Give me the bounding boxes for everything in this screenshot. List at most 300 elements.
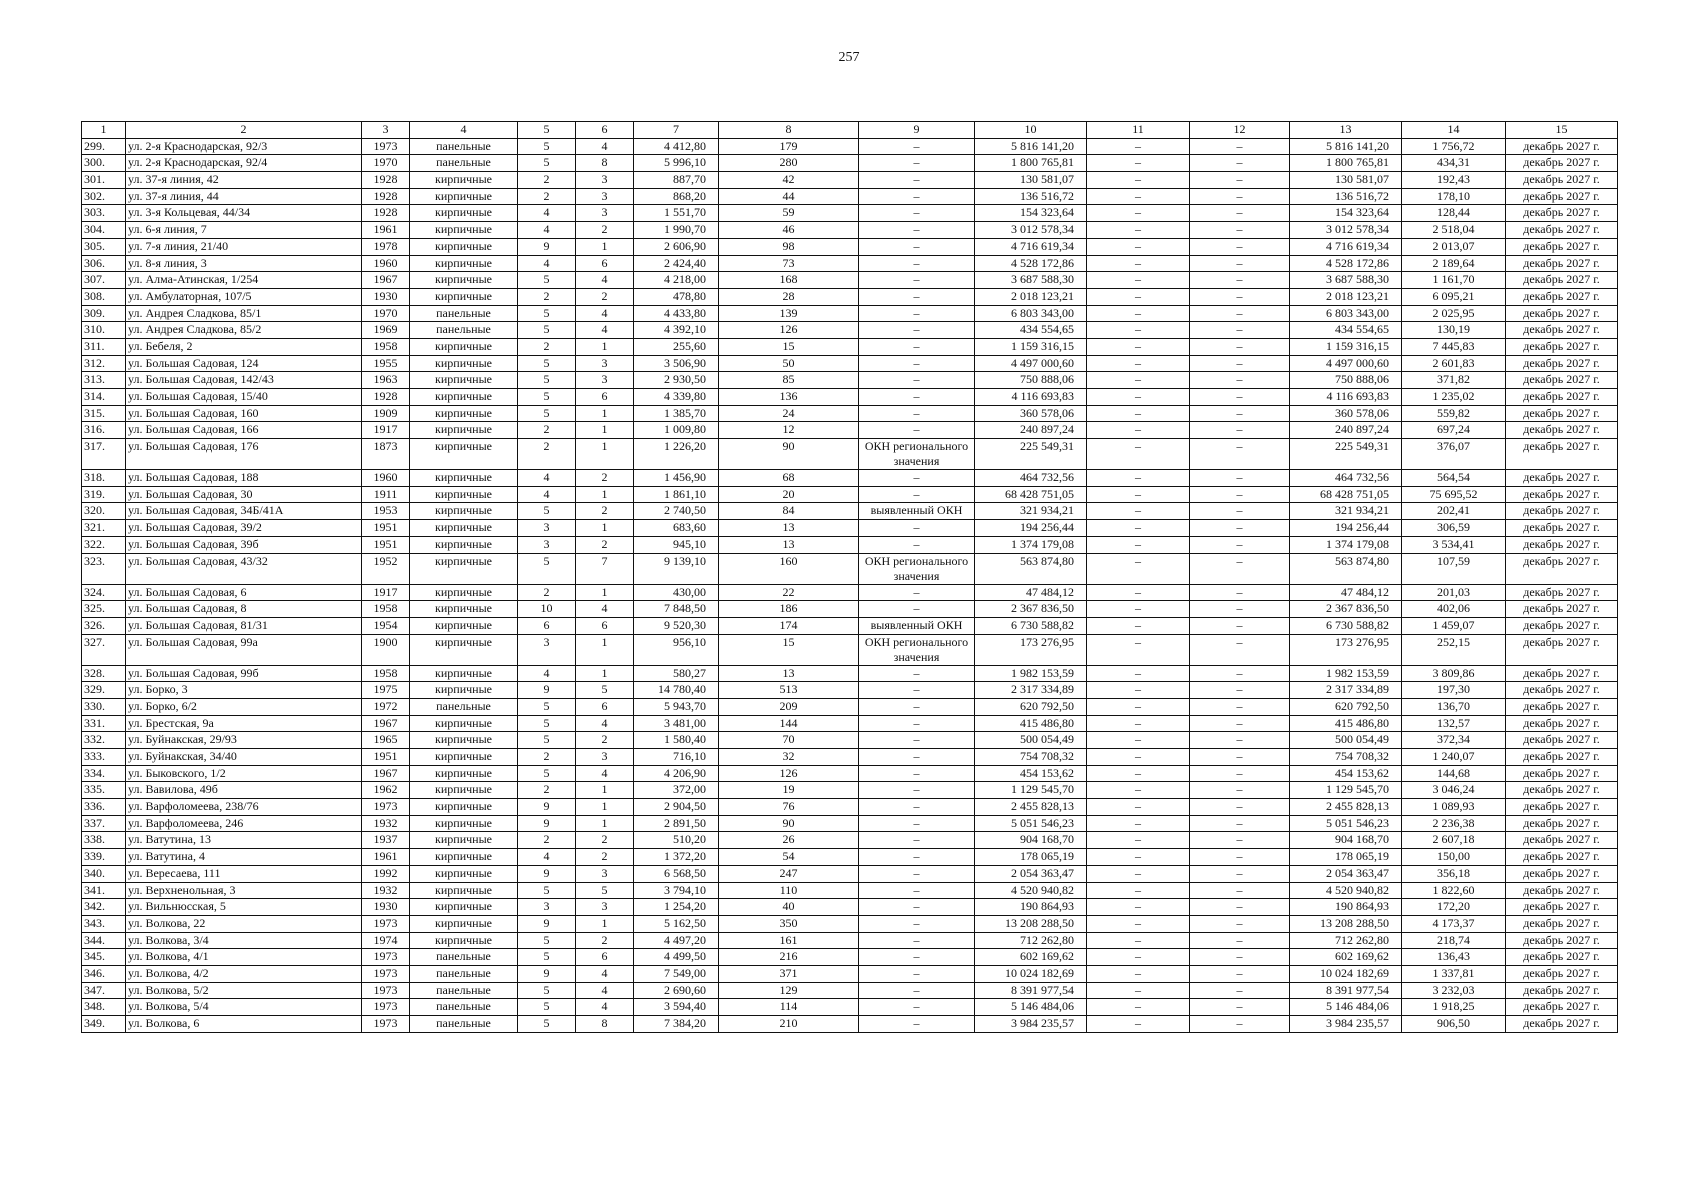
residents-cell: 280 [719, 155, 859, 172]
address-cell: ул. Алма-Атинская, 1/254 [126, 272, 362, 289]
entrances-cell: 2 [576, 849, 634, 866]
cost-per-sqm-cell: 2 025,95 [1402, 305, 1506, 322]
wall-material-cell: кирпичные [410, 205, 518, 222]
cost-total-cell: 3 984 235,57 [975, 1016, 1087, 1033]
entrances-cell: 2 [576, 732, 634, 749]
residents-cell: 15 [719, 338, 859, 355]
address-cell: ул. Вересаева, 111 [126, 865, 362, 882]
col12-cell: – [1190, 634, 1290, 665]
residents-cell: 136 [719, 389, 859, 406]
deadline-cell: декабрь 2027 г. [1506, 205, 1618, 222]
year-cell: 1973 [362, 799, 410, 816]
wall-material-cell: кирпичные [410, 422, 518, 439]
row-number: 330. [82, 698, 126, 715]
residents-cell: 114 [719, 999, 859, 1016]
cost-per-sqm-cell: 192,43 [1402, 172, 1506, 189]
wall-material-cell: кирпичные [410, 389, 518, 406]
residents-cell: 144 [719, 715, 859, 732]
floors-cell: 4 [518, 849, 576, 866]
floors-cell: 5 [518, 949, 576, 966]
col11-cell: – [1087, 405, 1190, 422]
floors-cell: 4 [518, 665, 576, 682]
entrances-cell: 7 [576, 553, 634, 584]
floors-cell: 5 [518, 272, 576, 289]
floors-cell: 5 [518, 732, 576, 749]
address-cell: ул. Большая Садовая, 99а [126, 634, 362, 665]
cost-per-sqm-cell: 197,30 [1402, 682, 1506, 699]
col11-cell: – [1087, 238, 1190, 255]
area-cell: 4 433,80 [634, 305, 719, 322]
col11-cell: – [1087, 682, 1190, 699]
col11-cell: – [1087, 765, 1190, 782]
deadline-cell: декабрь 2027 г. [1506, 288, 1618, 305]
col12-cell: – [1190, 882, 1290, 899]
deadline-cell: декабрь 2027 г. [1506, 601, 1618, 618]
table-row [82, 486, 1618, 503]
cost-per-sqm-cell: 306,59 [1402, 520, 1506, 537]
cost-total-cell: 4 716 619,34 [975, 238, 1087, 255]
cost-fund-cell: 2 455 828,13 [1290, 799, 1402, 816]
deadline-cell: декабрь 2027 г. [1506, 222, 1618, 239]
residents-cell: 13 [719, 665, 859, 682]
row-number: 303. [82, 205, 126, 222]
wall-material-cell: панельные [410, 305, 518, 322]
address-cell: ул. Большая Садовая, 124 [126, 355, 362, 372]
col11-cell: – [1087, 584, 1190, 601]
area-cell: 1 580,40 [634, 732, 719, 749]
col12-cell: – [1190, 439, 1290, 470]
row-number: 302. [82, 188, 126, 205]
heritage-status-cell: – [859, 965, 975, 982]
cost-per-sqm-cell: 1 337,81 [1402, 965, 1506, 982]
col12-cell: – [1190, 536, 1290, 553]
deadline-cell: декабрь 2027 г. [1506, 949, 1618, 966]
area-cell: 255,60 [634, 338, 719, 355]
cost-per-sqm-cell: 128,44 [1402, 205, 1506, 222]
cost-per-sqm-cell: 371,82 [1402, 372, 1506, 389]
cost-total-cell: 4 116 693,83 [975, 389, 1087, 406]
cost-fund-cell: 360 578,06 [1290, 405, 1402, 422]
wall-material-cell: кирпичные [410, 486, 518, 503]
area-cell: 868,20 [634, 188, 719, 205]
heritage-status-cell: – [859, 305, 975, 322]
floors-cell: 5 [518, 503, 576, 520]
heritage-status-cell: – [859, 999, 975, 1016]
deadline-cell: декабрь 2027 г. [1506, 865, 1618, 882]
col11-cell: – [1087, 949, 1190, 966]
cost-per-sqm-cell: 906,50 [1402, 1016, 1506, 1033]
table-body [82, 122, 1618, 1033]
entrances-cell: 1 [576, 665, 634, 682]
column-number-header: 7 [634, 122, 719, 139]
year-cell: 1960 [362, 255, 410, 272]
area-cell: 2 606,90 [634, 238, 719, 255]
cost-per-sqm-cell: 136,43 [1402, 949, 1506, 966]
col11-cell: – [1087, 222, 1190, 239]
row-number: 316. [82, 422, 126, 439]
floors-cell: 5 [518, 999, 576, 1016]
cost-per-sqm-cell: 150,00 [1402, 849, 1506, 866]
cost-fund-cell: 602 169,62 [1290, 949, 1402, 966]
cost-fund-cell: 1 159 316,15 [1290, 338, 1402, 355]
col11-cell: – [1087, 749, 1190, 766]
cost-fund-cell: 13 208 288,50 [1290, 915, 1402, 932]
cost-fund-cell: 4 520 940,82 [1290, 882, 1402, 899]
col11-cell: – [1087, 338, 1190, 355]
row-number: 313. [82, 372, 126, 389]
floors-cell: 5 [518, 932, 576, 949]
floors-cell: 3 [518, 899, 576, 916]
cost-fund-cell: 3 012 578,34 [1290, 222, 1402, 239]
year-cell: 1952 [362, 553, 410, 584]
col12-cell: – [1190, 338, 1290, 355]
wall-material-cell: кирпичные [410, 272, 518, 289]
address-cell: ул. Большая Садовая, 166 [126, 422, 362, 439]
row-number: 328. [82, 665, 126, 682]
cost-fund-cell: 178 065,19 [1290, 849, 1402, 866]
entrances-cell: 3 [576, 899, 634, 916]
table-row [82, 355, 1618, 372]
row-number: 342. [82, 899, 126, 916]
cost-fund-cell: 4 716 619,34 [1290, 238, 1402, 255]
col12-cell: – [1190, 205, 1290, 222]
col12-cell: – [1190, 553, 1290, 584]
entrances-cell: 8 [576, 1016, 634, 1033]
residents-cell: 70 [719, 732, 859, 749]
col11-cell: – [1087, 486, 1190, 503]
residents-cell: 216 [719, 949, 859, 966]
cost-per-sqm-cell: 3 809,86 [1402, 665, 1506, 682]
residents-cell: 84 [719, 503, 859, 520]
col12-cell: – [1190, 238, 1290, 255]
year-cell: 1973 [362, 982, 410, 999]
residents-cell: 210 [719, 1016, 859, 1033]
page-number: 257 [838, 50, 860, 65]
floors-cell: 9 [518, 238, 576, 255]
heritage-status-cell: – [859, 389, 975, 406]
year-cell: 1967 [362, 272, 410, 289]
deadline-cell: декабрь 2027 г. [1506, 782, 1618, 799]
table-row [82, 682, 1618, 699]
table-row [82, 470, 1618, 487]
col11-cell: – [1087, 999, 1190, 1016]
floors-cell: 3 [518, 520, 576, 537]
table-row [82, 915, 1618, 932]
cost-fund-cell: 563 874,80 [1290, 553, 1402, 584]
deadline-cell: декабрь 2027 г. [1506, 698, 1618, 715]
table-row [82, 503, 1618, 520]
col11-cell: – [1087, 799, 1190, 816]
heritage-status-cell: – [859, 799, 975, 816]
cost-total-cell: 68 428 751,05 [975, 486, 1087, 503]
address-cell: ул. Большая Садовая, 39б [126, 536, 362, 553]
col11-cell: – [1087, 899, 1190, 916]
cost-total-cell: 3 012 578,34 [975, 222, 1087, 239]
floors-cell: 5 [518, 405, 576, 422]
cost-fund-cell: 754 708,32 [1290, 749, 1402, 766]
residents-cell: 44 [719, 188, 859, 205]
address-cell: ул. Большая Садовая, 142/43 [126, 372, 362, 389]
wall-material-cell: кирпичные [410, 915, 518, 932]
cost-per-sqm-cell: 2 601,83 [1402, 355, 1506, 372]
entrances-cell: 4 [576, 999, 634, 1016]
area-cell: 4 339,80 [634, 389, 719, 406]
col11-cell: – [1087, 322, 1190, 339]
year-cell: 1958 [362, 601, 410, 618]
column-number-header: 8 [719, 122, 859, 139]
col12-cell: – [1190, 422, 1290, 439]
area-cell: 4 206,90 [634, 765, 719, 782]
cost-fund-cell: 68 428 751,05 [1290, 486, 1402, 503]
cost-total-cell: 563 874,80 [975, 553, 1087, 584]
area-cell: 4 392,10 [634, 322, 719, 339]
column-number-header: 12 [1190, 122, 1290, 139]
cost-per-sqm-cell: 1 459,07 [1402, 617, 1506, 634]
col12-cell: – [1190, 584, 1290, 601]
deadline-cell: декабрь 2027 г. [1506, 305, 1618, 322]
col12-cell: – [1190, 698, 1290, 715]
floors-cell: 2 [518, 338, 576, 355]
entrances-cell: 1 [576, 405, 634, 422]
cost-total-cell: 5 051 546,23 [975, 815, 1087, 832]
address-cell: ул. Амбулаторная, 107/5 [126, 288, 362, 305]
address-cell: ул. Борко, 3 [126, 682, 362, 699]
table-row [82, 172, 1618, 189]
heritage-status-cell: выявленный ОКН [859, 617, 975, 634]
row-number: 346. [82, 965, 126, 982]
residents-cell: 174 [719, 617, 859, 634]
cost-total-cell: 225 549,31 [975, 439, 1087, 470]
cost-fund-cell: 454 153,62 [1290, 765, 1402, 782]
column-number-header-row [82, 122, 1618, 139]
area-cell: 2 891,50 [634, 815, 719, 832]
floors-cell: 2 [518, 422, 576, 439]
deadline-cell: декабрь 2027 г. [1506, 422, 1618, 439]
col12-cell: – [1190, 138, 1290, 155]
table-row [82, 849, 1618, 866]
deadline-cell: декабрь 2027 г. [1506, 682, 1618, 699]
table-row [82, 222, 1618, 239]
cost-fund-cell: 750 888,06 [1290, 372, 1402, 389]
row-number: 305. [82, 238, 126, 255]
residents-cell: 126 [719, 765, 859, 782]
col12-cell: – [1190, 832, 1290, 849]
cost-per-sqm-cell: 564,54 [1402, 470, 1506, 487]
cost-total-cell: 321 934,21 [975, 503, 1087, 520]
wall-material-cell: панельные [410, 138, 518, 155]
table-row [82, 322, 1618, 339]
wall-material-cell: кирпичные [410, 715, 518, 732]
cost-per-sqm-cell: 402,06 [1402, 601, 1506, 618]
year-cell: 1967 [362, 715, 410, 732]
wall-material-cell: кирпичные [410, 865, 518, 882]
col12-cell: – [1190, 617, 1290, 634]
cost-fund-cell: 2 018 123,21 [1290, 288, 1402, 305]
year-cell: 1953 [362, 503, 410, 520]
address-cell: ул. Большая Садовая, 99б [126, 665, 362, 682]
heritage-status-cell: – [859, 949, 975, 966]
cost-total-cell: 754 708,32 [975, 749, 1087, 766]
floors-cell: 4 [518, 470, 576, 487]
table-row [82, 815, 1618, 832]
col12-cell: – [1190, 849, 1290, 866]
deadline-cell: декабрь 2027 г. [1506, 849, 1618, 866]
residents-cell: 513 [719, 682, 859, 699]
year-cell: 1928 [362, 205, 410, 222]
col12-cell: – [1190, 965, 1290, 982]
entrances-cell: 1 [576, 238, 634, 255]
cost-fund-cell: 4 116 693,83 [1290, 389, 1402, 406]
cost-total-cell: 5 816 141,20 [975, 138, 1087, 155]
cost-total-cell: 4 497 000,60 [975, 355, 1087, 372]
cost-per-sqm-cell: 1 756,72 [1402, 138, 1506, 155]
heritage-status-cell: – [859, 832, 975, 849]
entrances-cell: 3 [576, 188, 634, 205]
address-cell: ул. Волкова, 3/4 [126, 932, 362, 949]
col11-cell: – [1087, 536, 1190, 553]
year-cell: 1975 [362, 682, 410, 699]
col11-cell: – [1087, 965, 1190, 982]
col11-cell: – [1087, 553, 1190, 584]
cost-per-sqm-cell: 376,07 [1402, 439, 1506, 470]
entrances-cell: 4 [576, 715, 634, 732]
row-number: 322. [82, 536, 126, 553]
wall-material-cell: кирпичные [410, 815, 518, 832]
wall-material-cell: кирпичные [410, 405, 518, 422]
entrances-cell: 4 [576, 322, 634, 339]
year-cell: 1965 [362, 732, 410, 749]
address-cell: ул. 2-я Краснодарская, 92/4 [126, 155, 362, 172]
wall-material-cell: кирпичные [410, 765, 518, 782]
heritage-status-cell: выявленный ОКН [859, 503, 975, 520]
col12-cell: – [1190, 255, 1290, 272]
deadline-cell: декабрь 2027 г. [1506, 815, 1618, 832]
heritage-status-cell: – [859, 982, 975, 999]
residents-cell: 13 [719, 536, 859, 553]
year-cell: 1992 [362, 865, 410, 882]
residents-cell: 54 [719, 849, 859, 866]
entrances-cell: 1 [576, 915, 634, 932]
cost-total-cell: 178 065,19 [975, 849, 1087, 866]
heritage-status-cell: ОКН регионального значения [859, 439, 975, 470]
heritage-status-cell: – [859, 172, 975, 189]
year-cell: 1974 [362, 932, 410, 949]
entrances-cell: 3 [576, 749, 634, 766]
address-cell: ул. Андрея Сладкова, 85/1 [126, 305, 362, 322]
cost-per-sqm-cell: 136,70 [1402, 698, 1506, 715]
deadline-cell: декабрь 2027 г. [1506, 470, 1618, 487]
table-row [82, 520, 1618, 537]
year-cell: 1930 [362, 899, 410, 916]
col11-cell: – [1087, 422, 1190, 439]
wall-material-cell: кирпичные [410, 799, 518, 816]
col11-cell: – [1087, 372, 1190, 389]
col11-cell: – [1087, 1016, 1190, 1033]
cost-total-cell: 2 455 828,13 [975, 799, 1087, 816]
entrances-cell: 2 [576, 536, 634, 553]
cost-per-sqm-cell: 2 518,04 [1402, 222, 1506, 239]
table-row [82, 372, 1618, 389]
cost-fund-cell: 904 168,70 [1290, 832, 1402, 849]
address-cell: ул. Большая Садовая, 15/40 [126, 389, 362, 406]
deadline-cell: декабрь 2027 г. [1506, 932, 1618, 949]
deadline-cell: декабрь 2027 г. [1506, 1016, 1618, 1033]
heritage-status-cell: – [859, 749, 975, 766]
table-row [82, 832, 1618, 849]
table-row [82, 305, 1618, 322]
wall-material-cell: кирпичные [410, 439, 518, 470]
area-cell: 5 162,50 [634, 915, 719, 932]
heritage-status-cell: – [859, 882, 975, 899]
year-cell: 1961 [362, 222, 410, 239]
area-cell: 4 218,00 [634, 272, 719, 289]
cost-per-sqm-cell: 372,34 [1402, 732, 1506, 749]
area-cell: 372,00 [634, 782, 719, 799]
col12-cell: – [1190, 288, 1290, 305]
year-cell: 1951 [362, 536, 410, 553]
residents-cell: 98 [719, 238, 859, 255]
cost-total-cell: 13 208 288,50 [975, 915, 1087, 932]
row-number: 336. [82, 799, 126, 816]
cost-per-sqm-cell: 7 445,83 [1402, 338, 1506, 355]
floors-cell: 9 [518, 682, 576, 699]
floors-cell: 5 [518, 715, 576, 732]
table-row [82, 138, 1618, 155]
residents-cell: 90 [719, 439, 859, 470]
residents-cell: 179 [719, 138, 859, 155]
deadline-cell: декабрь 2027 г. [1506, 799, 1618, 816]
column-number-header: 1 [82, 122, 126, 139]
floors-cell: 2 [518, 188, 576, 205]
floors-cell: 5 [518, 355, 576, 372]
row-number: 332. [82, 732, 126, 749]
row-number: 311. [82, 338, 126, 355]
col11-cell: – [1087, 982, 1190, 999]
residents-cell: 209 [719, 698, 859, 715]
cost-fund-cell: 130 581,07 [1290, 172, 1402, 189]
address-cell: ул. Большая Садовая, 176 [126, 439, 362, 470]
col12-cell: – [1190, 520, 1290, 537]
address-cell: ул. Большая Садовая, 160 [126, 405, 362, 422]
row-number: 333. [82, 749, 126, 766]
cost-total-cell: 1 374 179,08 [975, 536, 1087, 553]
area-cell: 1 861,10 [634, 486, 719, 503]
table-row [82, 389, 1618, 406]
row-number: 329. [82, 682, 126, 699]
residents-cell: 247 [719, 865, 859, 882]
heritage-status-cell: – [859, 665, 975, 682]
deadline-cell: декабрь 2027 г. [1506, 899, 1618, 916]
heritage-status-cell: – [859, 372, 975, 389]
residents-cell: 168 [719, 272, 859, 289]
cost-per-sqm-cell: 252,15 [1402, 634, 1506, 665]
area-cell: 1 551,70 [634, 205, 719, 222]
col12-cell: – [1190, 732, 1290, 749]
cost-fund-cell: 47 484,12 [1290, 584, 1402, 601]
wall-material-cell: панельные [410, 999, 518, 1016]
wall-material-cell: кирпичные [410, 634, 518, 665]
deadline-cell: декабрь 2027 г. [1506, 982, 1618, 999]
wall-material-cell: кирпичные [410, 255, 518, 272]
cost-fund-cell: 240 897,24 [1290, 422, 1402, 439]
column-number-header: 5 [518, 122, 576, 139]
entrances-cell: 5 [576, 882, 634, 899]
col12-cell: – [1190, 715, 1290, 732]
col12-cell: – [1190, 665, 1290, 682]
residents-cell: 350 [719, 915, 859, 932]
area-cell: 14 780,40 [634, 682, 719, 699]
wall-material-cell: панельные [410, 698, 518, 715]
